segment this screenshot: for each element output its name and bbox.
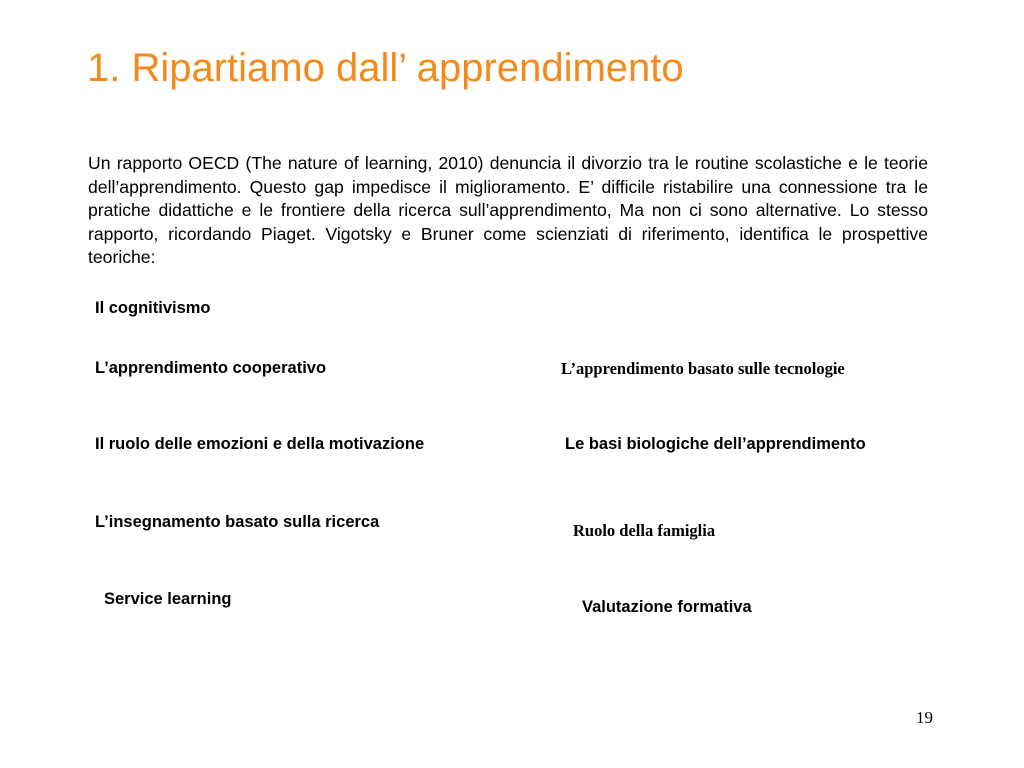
topic-service-learning: Service learning — [104, 590, 232, 608]
page-number: 19 — [916, 708, 933, 727]
intro-paragraph: Un rapporto OECD (The nature of learning, 2010) denuncia il divorzio tra le routine scolastiche e le teorie dell’apprendimento. Questo gap impedisce il miglioramento. E’ difficile ristabilire una connessione tra le pratiche didattiche e le frontiere della ricerca sull’apprendimento, Ma non ci sono alternative. Lo stesso rapporto, ricordando Piaget. Vigotsky e Bruner come scienziati di riferimento, identifica le prospettive teoriche: — [88, 153, 928, 267]
topic-famiglia: Ruolo della famiglia — [573, 521, 716, 540]
topic-basi-biologiche: Le basi biologiche dell’apprendimento — [565, 435, 866, 453]
slide-title: 1. Ripartiamo dall’ apprendimento — [87, 46, 684, 90]
topic-apprendimento-cooperativo: L’apprendimento cooperativo — [95, 359, 327, 377]
topic-emozioni-motivazione: Il ruolo delle emozioni e della motivazione — [95, 435, 425, 453]
topic-cognitivismo: Il cognitivismo — [95, 299, 211, 317]
topic-tecnologie: L’apprendimento basato sulle tecnologie — [561, 359, 845, 378]
topic-insegnamento-ricerca: L’insegnamento basato sulla ricerca — [95, 513, 380, 531]
topic-valutazione-formativa: Valutazione formativa — [582, 598, 752, 616]
